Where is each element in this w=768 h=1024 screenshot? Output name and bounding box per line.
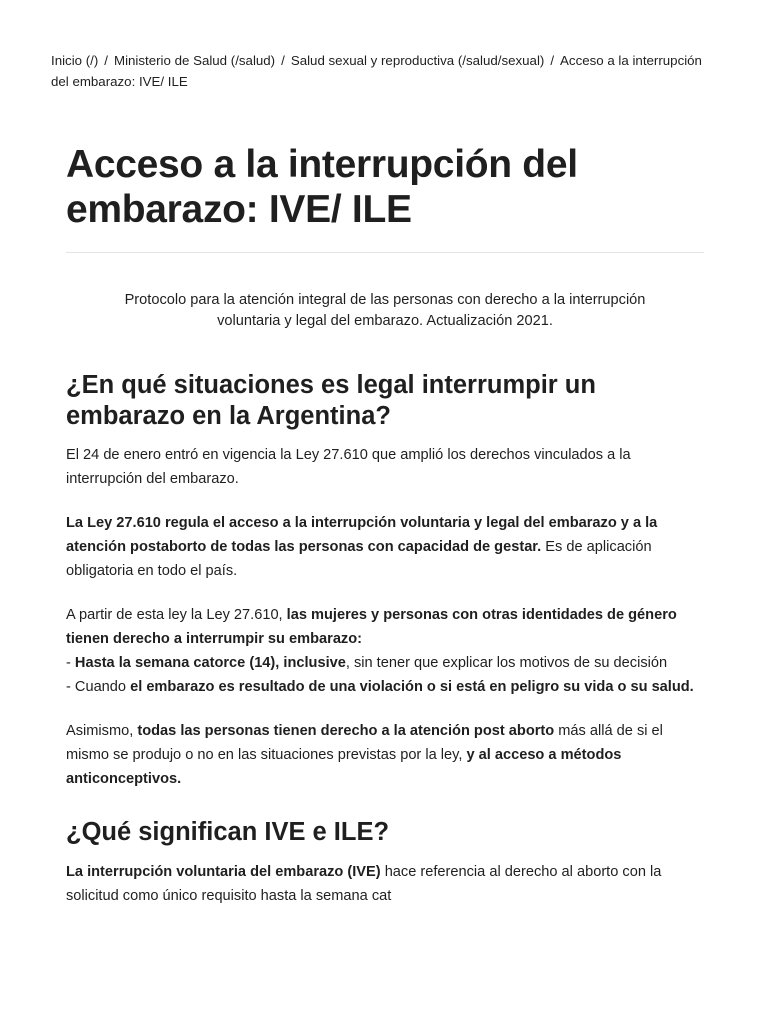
paragraph-ive-definition [66,860,704,908]
breadcrumb-item-salud[interactable]: Ministerio de Salud (/salud) [114,53,276,68]
paragraph-ley-regula [66,511,704,583]
text-bold: Hasta la semana catorce (14), inclusive [74,655,346,671]
text-bold: el embarazo es resultado de una violación o si está en peligro su vida o su salud. [130,679,694,695]
text-normal: hace referencia al derecho al aborto con la solicitud como único requisito hasta la semana cat [66,864,662,904]
text-normal: , sin tener que explicar los motivos de su decisión [345,655,668,671]
text-bold: todas las personas tienen derecho a la atención post aborto [137,723,555,739]
text-normal: Asimismo, [66,723,138,739]
text-bold: La interrupción voluntaria del embarazo (IVE) [66,864,381,880]
text-bold: La Ley 27.610 regula el acceso a la interrupción voluntaria y legal del embarazo y a la atención postaborto de todas las personas con capacidad de gestar. [66,515,658,555]
breadcrumb-separator: / [281,53,285,68]
section-heading-legal-situations: ¿En qué situaciones es legal interrumpir un embarazo en la Argentina? [66,371,596,430]
paragraph-derechos [66,603,704,699]
text-normal: A partir de esta ley la Ley 27.610, [66,607,287,623]
text-bold: las mujeres y personas con otras identidades de género tienen derecho a interrumpir su embarazo: [66,607,677,647]
breadcrumb [51,50,711,92]
title-divider [66,252,704,253]
section-heading-ive-ile: ¿Qué significan IVE e ILE? [66,818,390,846]
breadcrumb-item-current: Acceso a la interrupción del embarazo: IVE/ ILE [51,53,702,89]
breadcrumb-item-inicio[interactable]: Inicio (/) [51,53,99,68]
text-normal: más allá de si el mismo se produjo o no en las situaciones previstas por la ley, [66,723,663,763]
breadcrumb-separator: / [550,53,555,68]
lead-summary: Protocolo para la atención integral de las personas con derecho a la interrupción voluntaria y legal del embarazo. Actualización 2021. [124,292,646,329]
text-normal: - [66,655,75,671]
article-content [66,142,704,908]
text-normal: - Cuando [66,679,131,695]
breadcrumb-item-salud-sexual[interactable]: Salud sexual y reproductiva (/salud/sexual) [290,53,545,68]
paragraph-vigencia: El 24 de enero entró en vigencia la Ley 27.610 que amplió los derechos vinculados a la interrupción del embarazo. [66,447,631,487]
text-bold: y al acceso a métodos anticonceptivos. [66,747,622,787]
paragraph-post-aborto [66,719,704,791]
render-cutoff-overlay [370,906,700,946]
breadcrumb-separator: / [104,53,108,68]
page-title: Acceso a la interrupción del embarazo: IVE/ ILE [66,143,578,231]
text-normal: Es de aplicación obligatoria en todo el país. [66,539,652,579]
